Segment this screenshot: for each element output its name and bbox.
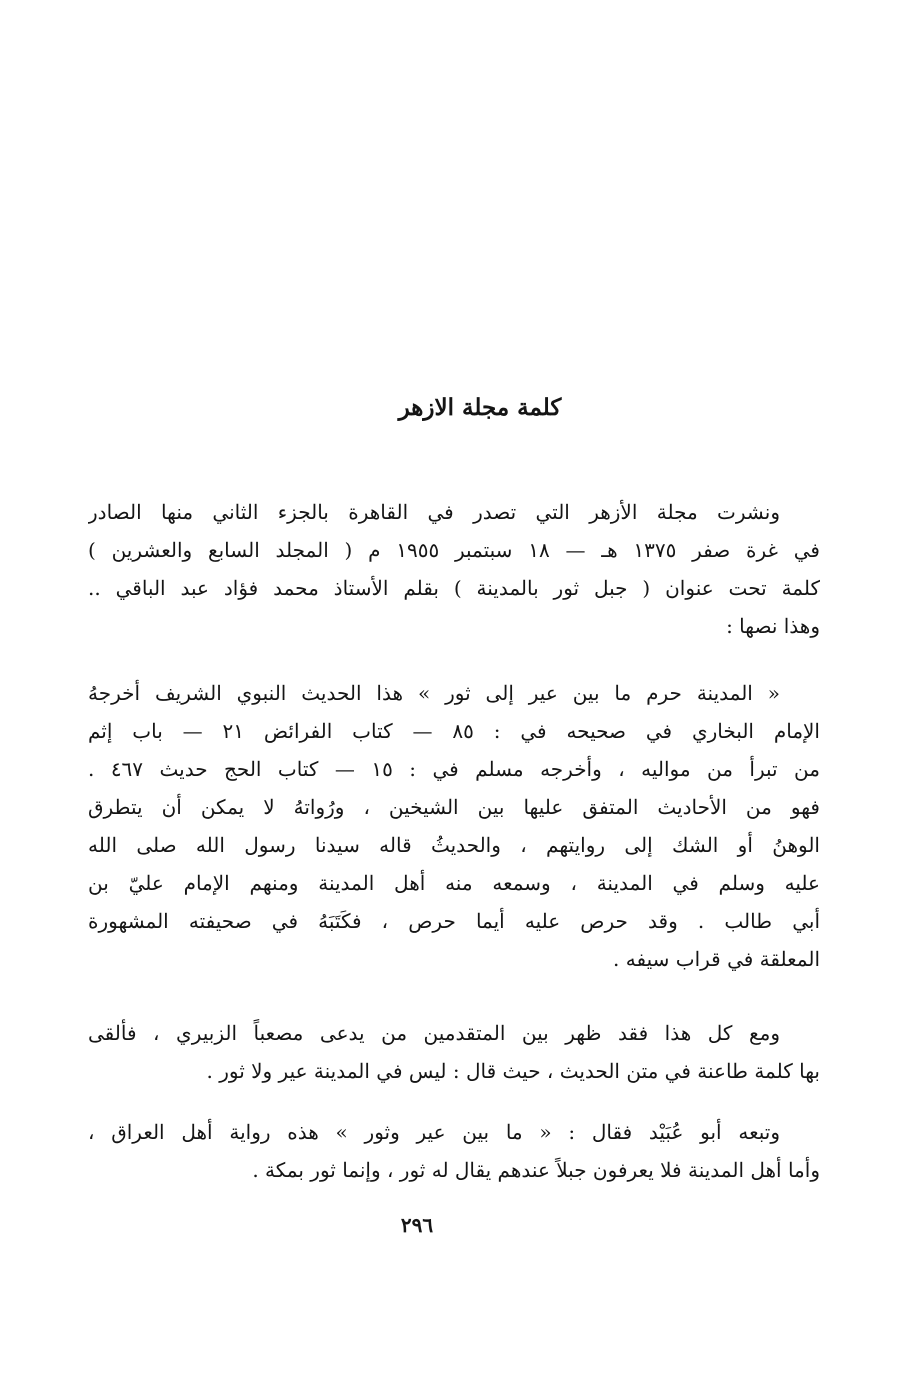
paragraph-line: عليه وسلم في المدينة ، وسمعه منه أهل المدينة ومنهم الإمام عليّ بن — [88, 871, 820, 895]
paragraph-line: ونشرت مجلة الأزهر التي تصدر في القاهرة بالجزء الثاني منها الصادر — [88, 500, 780, 524]
paragraph-line: أبي طالب . وقد حرص عليه أيما حرص ، فكَتَبَهُ في صحيفته المشهورة — [88, 909, 820, 933]
paragraph-4 — [88, 1113, 820, 1189]
paragraph-line: بها كلمة طاعنة في متن الحديث ، حيث قال : ليس في المدينة عير ولا ثور . — [206, 1059, 820, 1083]
paragraph-line: ومع كل هذا فقد ظهر بين المتقدمين من يدعى مصعباً الزبيري ، فألقى — [88, 1021, 780, 1045]
section-title: كلمة مجلة الازهر — [398, 394, 562, 421]
paragraph-line: من تبرأ من مواليه ، وأخرجه مسلم في : ١٥ — كتاب الحج حديث ٤٦٧ . — [88, 757, 820, 781]
paragraph-line: « المدينة حرم ما بين عير إلى ثور » هذا الحديث النبوي الشريف أخرجهُ — [88, 681, 780, 705]
paragraph-2 — [88, 674, 820, 978]
paragraph-line: وهذا نصها : — [726, 614, 820, 638]
paragraph-line: المعلقة في قراب سيفه . — [613, 947, 820, 971]
paragraph-line: وأما أهل المدينة فلا يعرفون جبلاً عندهم يقال له ثور ، وإنما ثور بمكة . — [252, 1158, 820, 1182]
page-number: ٢٩٦ — [400, 1213, 434, 1237]
paragraph-line: في غرة صفر ١٣٧٥ هـ — ١٨ سبتمبر ١٩٥٥ م ( المجلد السابع والعشرين ) — [88, 538, 820, 562]
paragraph-1 — [88, 493, 820, 645]
paragraph-line: فهو من الأحاديث المتفق عليها بين الشيخين ، ورُواتهُ لا يمكن أن يتطرق — [88, 795, 820, 819]
paragraph-3 — [88, 1014, 820, 1090]
paragraph-line: الإمام البخاري في صحيحه في : ٨٥ — كتاب الفرائض ٢١ — باب إثم — [88, 719, 820, 743]
paragraph-line: الوهنُ أو الشك إلى روايتهم ، والحديثُ قاله سيدنا رسول الله صلى الله — [88, 833, 820, 857]
paragraph-line: كلمة تحت عنوان ( جبل ثور بالمدينة ) بقلم الأستاذ محمد فؤاد عبد الباقي .. — [88, 576, 820, 600]
paragraph-line: وتبعه أبو عُبَيْد فقال : « ما بين عير وثور » هذه رواية أهل العراق ، — [88, 1120, 780, 1144]
